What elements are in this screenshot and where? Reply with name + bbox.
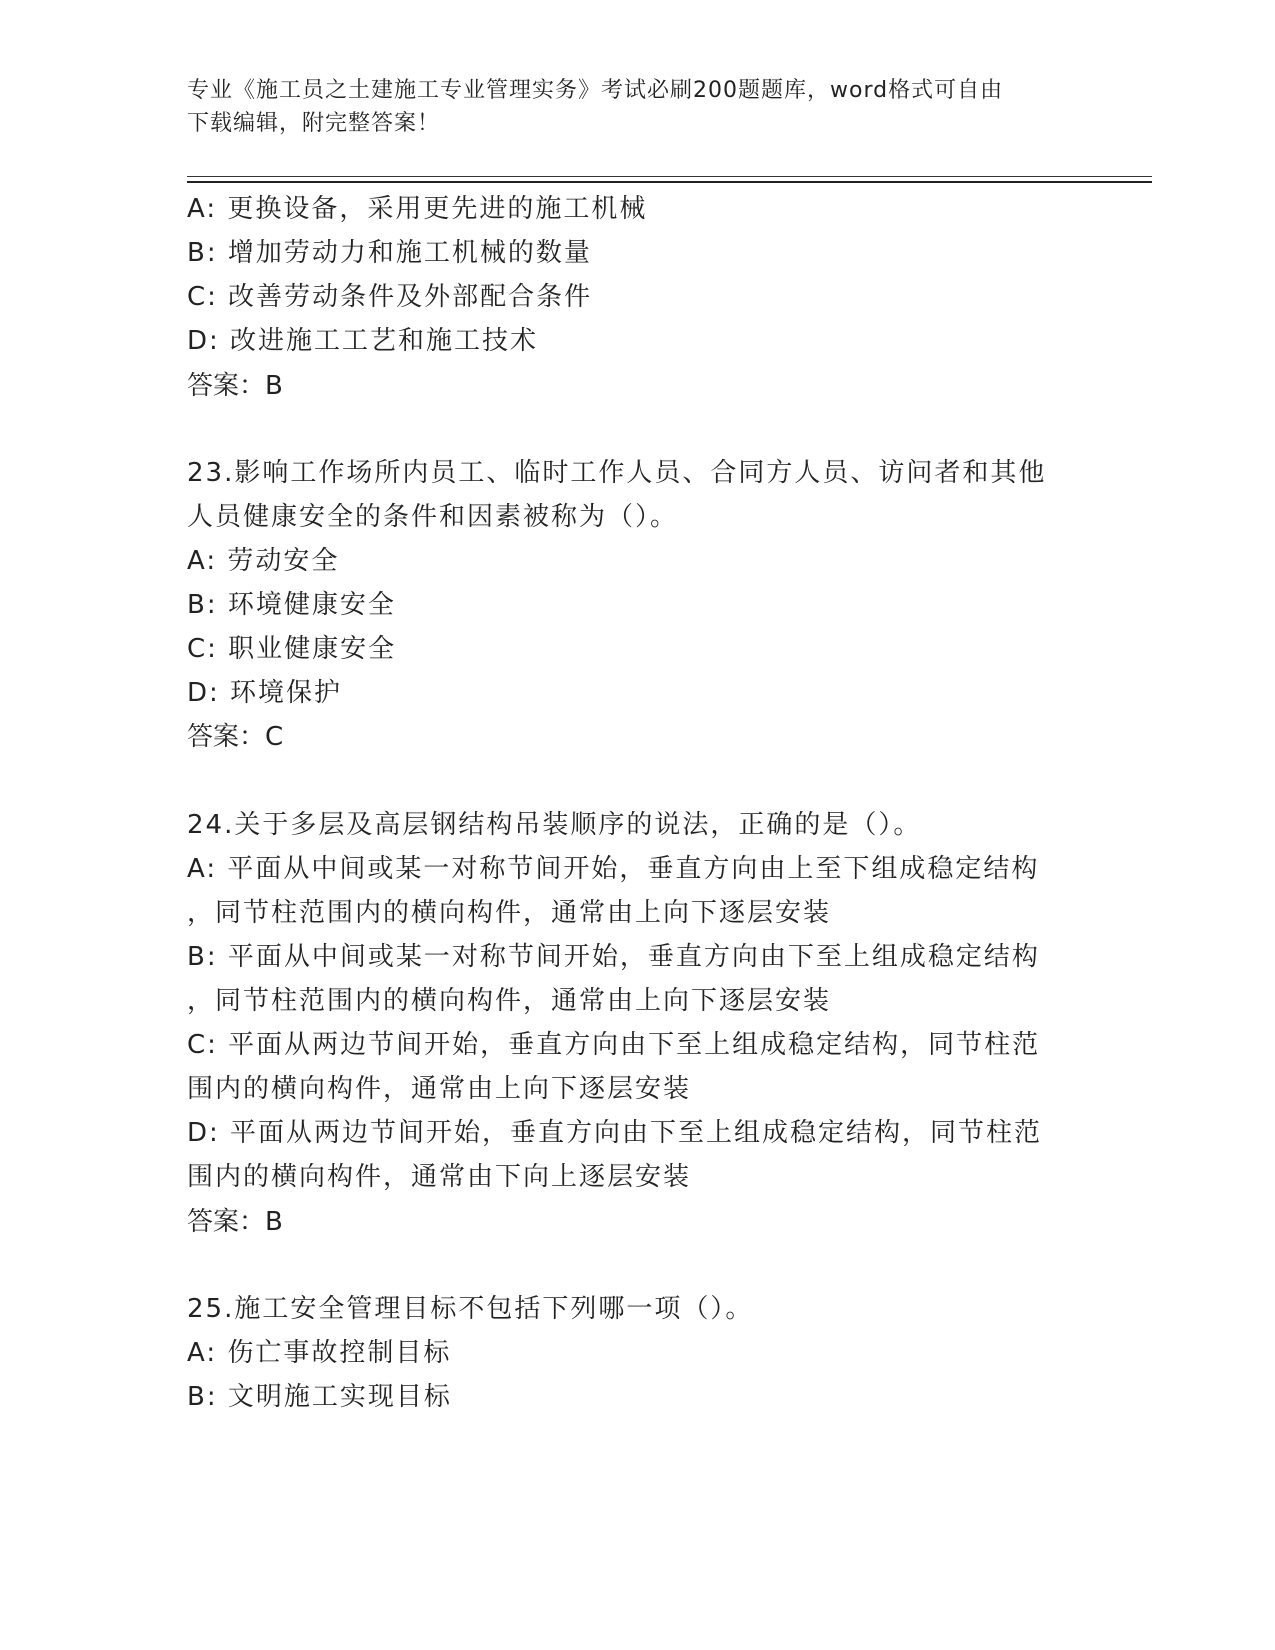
q22-option-c: C: 改善劳动条件及外部配合条件: [187, 282, 593, 312]
q22-option-d: D: 改进施工工艺和施工技术: [187, 326, 539, 356]
q23-answer: 答案：C: [187, 722, 284, 752]
q22-answer: 答案：B: [187, 371, 283, 401]
q24-option-a-line-2: ，同节柱范围内的横向构件，通常由上向下逐层安装: [187, 898, 832, 928]
q25-option-b: B: 文明施工实现目标: [187, 1382, 452, 1412]
q24-option-b-line-2: ，同节柱范围内的横向构件，通常由上向下逐层安装: [187, 986, 832, 1016]
q24-option-c-line-2: 围内的横向构件，通常由上向下逐层安装: [187, 1074, 692, 1104]
q23-option-a: A: 劳动安全: [187, 546, 340, 576]
q24-option-d-line-1: D: 平面从两边节间开始，垂直方向由下至上组成稳定结构，同节柱范: [187, 1118, 1043, 1148]
q25-option-a: A: 伤亡事故控制目标: [187, 1338, 452, 1368]
q23-option-d: D: 环境保护: [187, 678, 343, 708]
document-intro: [187, 74, 1087, 140]
q24-option-c-line-1: C: 平面从两边节间开始，垂直方向由下至上组成稳定结构，同节柱范: [187, 1030, 1041, 1060]
intro-line-1: 专业《施工员之土建施工专业管理实务》考试必刷200题题库，word格式可自由: [187, 78, 1004, 103]
q24-option-b-line-1: B: 平面从中间或某一对称节间开始，垂直方向由下至上组成稳定结构: [187, 942, 1040, 972]
header-divider-thick: [187, 181, 1152, 183]
q22-option-a: A: 更换设备，采用更先进的施工机械: [187, 194, 648, 224]
q23-option-b: B: 环境健康安全: [187, 590, 396, 620]
q23-stem-line-2: 人员健康安全的条件和因素被称为（）。: [187, 502, 679, 532]
q22-option-b: B: 增加劳动力和施工机械的数量: [187, 238, 592, 268]
q24-answer: 答案：B: [187, 1207, 283, 1237]
intro-line-2: 下载编辑，附完整答案！: [187, 111, 441, 136]
q25-stem: 25.施工安全管理目标不包括下列哪一项（）。: [187, 1294, 754, 1324]
q24-option-d-line-2: 围内的横向构件，通常由下向上逐层安装: [187, 1162, 692, 1192]
q24-stem: 24.关于多层及高层钢结构吊装顺序的说法，正确的是（）。: [187, 810, 922, 840]
q23-stem-line-1: 23.影响工作场所内员工、临时工作人员、合同方人员、访问者和其他: [187, 458, 1047, 488]
q24-option-a-line-1: A: 平面从中间或某一对称节间开始，垂直方向由上至下组成稳定结构: [187, 854, 1040, 884]
q23-option-c: C: 职业健康安全: [187, 634, 397, 664]
header-divider-thin: [187, 176, 1152, 177]
